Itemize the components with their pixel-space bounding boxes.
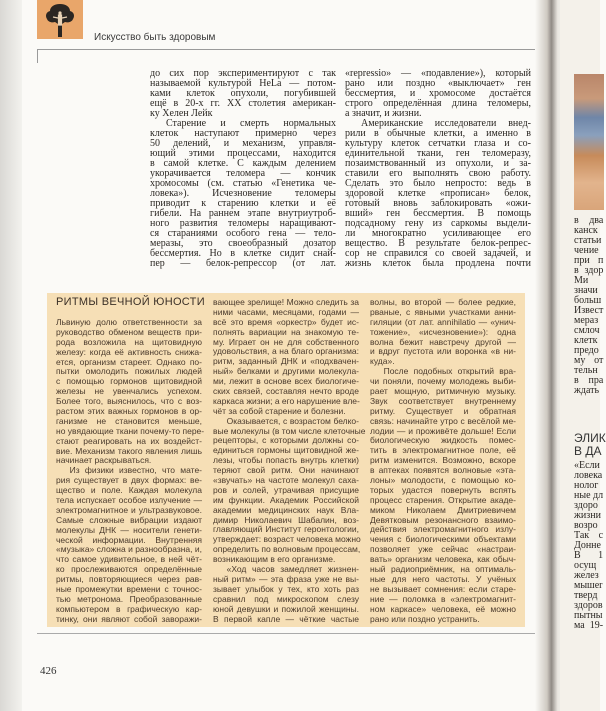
text-line: ющий этими процессами, находится xyxy=(150,148,336,159)
text-line: «Ход часов замедляет жизнен- xyxy=(226,564,359,575)
text-line: жизнь клеток была продлена почти xyxy=(345,258,531,269)
text-line: лезы, чтобы попасть внутрь клетки) xyxy=(213,455,359,466)
text-line: му. Играет он не для собственного xyxy=(213,336,359,347)
text-line: миком Николаем Дмитриевичем xyxy=(370,504,516,515)
text-line: рано или поздно устранить. xyxy=(370,613,480,624)
text-line: ми, лежит в основе всех биологиче- xyxy=(213,376,359,387)
text-line: пытки омолодить пожилых людей xyxy=(56,366,202,377)
text-line: биологическую жидкость помес- xyxy=(370,435,516,446)
text-line: вать» организм человека, как обыч- xyxy=(370,554,516,565)
text-line: удовольствия, а на благо организма: xyxy=(213,346,359,357)
text-line: полнять вариации на знакомую те- xyxy=(213,326,359,337)
text-line: волны, во второй — более редкие, xyxy=(370,297,516,307)
text-line: лоны» молодости, с помощью ко- xyxy=(370,475,516,486)
text-line: куда». xyxy=(370,356,395,367)
text-line: ганизме не становится меньше, xyxy=(56,415,202,426)
text-line: сор не справился со своей задачей, и xyxy=(345,248,531,259)
box-column-2 xyxy=(213,297,366,624)
text-line: пытны xyxy=(574,610,603,621)
text-line: желез xyxy=(574,570,599,581)
text-line: Извест xyxy=(574,305,604,316)
text-line: возникающим в его организме. xyxy=(213,554,336,565)
text-line: ритму. Существует и обратная xyxy=(370,405,516,416)
text-line: начинает раскрываться. xyxy=(56,455,152,466)
text-line: Оказывается, с возрастом белко- xyxy=(226,415,359,426)
text-line: что самое удивительное, в ней чёт- xyxy=(56,554,202,565)
text-line: клетк xyxy=(574,335,598,346)
text-line: ние — поломка в «электромагнит- xyxy=(370,593,516,604)
text-line: ли многократно усиливающее его xyxy=(345,228,531,239)
text-line: ров и солей, утрачивая присущие xyxy=(213,484,359,495)
text-line: рили в обычные клетки, а именно в xyxy=(345,128,531,139)
text-line: тверд xyxy=(574,590,598,601)
text-line: железу: когда её активность снижа- xyxy=(56,346,202,357)
text-line: чёт за собой старение и болезни. xyxy=(213,405,346,416)
main-column-2 xyxy=(345,69,531,269)
text-line: «музыка» сложна и разнообразна, и, xyxy=(56,544,202,555)
text-line: предо xyxy=(574,345,599,356)
text-line: ческой информации. Внутренняя xyxy=(56,534,202,545)
text-line: Самые сложные вибрации издают xyxy=(56,514,202,525)
text-line: Донне xyxy=(574,540,601,551)
text-line: Ми xyxy=(574,275,589,286)
text-line: ку Хелен Лейк xyxy=(150,108,213,119)
text-line: ждать xyxy=(574,385,600,396)
text-line: ные дл xyxy=(574,490,604,501)
text-line: ловека»). Исчезновение теломеры xyxy=(150,188,336,199)
text-line: растом этих важных гормонов в ор- xyxy=(56,406,202,417)
text-line: В 1 xyxy=(574,550,604,561)
text-line: утверждает: возраст человека можно xyxy=(213,534,361,545)
text-line: возро xyxy=(574,520,598,531)
text-line: Сделать это было непросто: ведь в xyxy=(345,178,531,189)
text-line: строго определённая длина теломеры, xyxy=(345,98,531,109)
text-line: ритм изменится. Возможно, вскоре xyxy=(370,455,516,466)
illustration xyxy=(574,74,604,210)
text-line: тела испускает особое излучение — xyxy=(56,495,202,506)
text-line: больш xyxy=(574,295,602,306)
text-line: ещё в 20-х гг. XX столетия американ- xyxy=(150,98,336,109)
text-line: каркаса жизни; а его нарушение вле- xyxy=(213,395,360,406)
text-line: мышеr xyxy=(574,580,603,591)
text-line: рецепторы, с которыми должны со- xyxy=(213,435,359,446)
text-line: щество и поле. Каждая молекула xyxy=(56,485,202,496)
text-line: молекулы ДНК — носители генети- xyxy=(56,524,202,535)
text-line: ма 19- xyxy=(574,620,604,631)
text-line: рает мощную, ритмичную музыку. xyxy=(370,386,516,397)
section-title: Искусство быть здоровым xyxy=(94,32,216,43)
text-line: В первой капле — чёткие частые xyxy=(213,613,359,624)
text-line: единиться гормоны щитовидной же- xyxy=(213,445,359,456)
text-line: волна бежит навстречу другой — xyxy=(370,336,516,347)
text-line: им функции. Академик Российской xyxy=(213,494,359,505)
text-line: гибели. На раннем этапе внутриутроб- xyxy=(150,208,336,219)
text-line: руководство обменом веществ при- xyxy=(56,326,202,337)
text-line: позаимствованный из опухоли, и за- xyxy=(345,158,531,169)
text-line: называемой культурой HeLa — потом- xyxy=(150,78,336,89)
text-line: смлоч xyxy=(574,325,600,336)
text-line: Более того, выяснилось, что с воз- xyxy=(56,396,202,407)
text-line: ставили его выполнять свою работу. xyxy=(345,168,531,179)
header-rule xyxy=(37,49,537,50)
text-line: Так с xyxy=(574,530,604,541)
text-line: позволяет уже сейчас «настраи- xyxy=(370,544,516,555)
text-line: в самой клетке. С каждым делением xyxy=(150,158,336,169)
tree-man-icon xyxy=(37,0,83,39)
text-line: в аптеках появятся волновые «эта- xyxy=(370,465,516,476)
text-line: единительной ткани, ген теломеразу, xyxy=(345,148,531,159)
text-line: здоровой клетке «прописан» белок, xyxy=(345,188,531,199)
right-page-text-top xyxy=(574,216,603,396)
text-line: процесс старения. Открытие акаде- xyxy=(370,494,516,505)
header-rule-tick xyxy=(37,49,38,63)
text-line: чения с биологическими объектами xyxy=(370,534,516,545)
text-line: ется, организм стареет. Однако по- xyxy=(56,356,202,367)
text-line: Из физики известно, что мате- xyxy=(69,465,202,476)
text-line: ловека xyxy=(574,470,603,481)
text-line: в здор xyxy=(574,265,604,276)
text-line: тью метронома. Преобразованные xyxy=(56,593,202,604)
text-line: всё это время «оркестр» будет ис- xyxy=(213,316,359,327)
text-line: чи поняли, почему молодежь выби- xyxy=(370,376,516,387)
text-line: рода возложила на щитовидную xyxy=(56,336,202,347)
text-line: ЭЛИК xyxy=(574,431,606,445)
text-line: железы не увенчались успехом. xyxy=(56,386,202,397)
text-line: лодии — и проживёте дольше! Если xyxy=(370,425,516,436)
main-column-1 xyxy=(150,69,336,269)
text-line: ко прослеживаются определённые xyxy=(56,564,202,575)
text-line: приводит к старению клетки и её xyxy=(150,198,336,209)
sidebar-box-title: РИТМЫ ВЕЧНОЙ ЮНОСТИ xyxy=(56,296,205,308)
text-line: тожение», «исчезновение»): одна xyxy=(370,326,516,337)
text-line: с помощью гормонов щитовидной xyxy=(56,376,202,387)
text-line: ный» белками и другими молекула- xyxy=(213,366,359,377)
text-line: пер — белок-репрессор (от лат. xyxy=(150,258,336,269)
text-line: и вдруг пустота или воронка «в ни- xyxy=(370,346,516,357)
text-line: После подобных открытий вра- xyxy=(383,366,516,377)
right-page xyxy=(560,0,606,711)
text-line: электромагнитное и ультразвуковое. xyxy=(56,504,202,515)
text-line: ских связей, составляя нечто вроде xyxy=(213,386,359,397)
text-line: тинку, они являют собой заворажи- xyxy=(56,613,202,624)
text-line: вещество. В результате белок-репрес- xyxy=(345,238,531,249)
text-line: торых удастся повернуть вспять xyxy=(370,484,516,495)
text-line: канск xyxy=(574,225,598,236)
text-line: а значит, и жизни. xyxy=(345,108,422,119)
text-line: ними часами, месяцами, годами — xyxy=(213,306,359,317)
right-page-text-bottom xyxy=(574,461,603,631)
text-line: вие. Механизм такого явления лишь xyxy=(56,445,202,456)
text-line: В ДА xyxy=(574,444,602,458)
text-line: осущ xyxy=(574,560,597,571)
text-line: значи xyxy=(574,285,598,296)
text-line: вающее зрелище! Можно следить за xyxy=(213,297,359,307)
text-line: ками клеток опухоли, погубившей xyxy=(150,88,336,99)
text-line: готовый вновь заблокировать «ожи- xyxy=(345,198,531,209)
text-line: димир Николаевич Шабалин, воз- xyxy=(213,514,359,525)
text-line: нолог xyxy=(574,480,599,491)
text-line: 50 делений, и механизм, управля- xyxy=(150,138,336,149)
text-line: ся стараниями особого гена — тело- xyxy=(150,228,336,239)
text-line: зывает улыбок у тех, кто хоть раз xyxy=(213,583,359,594)
text-line: академии медицинских наук Вла- xyxy=(213,504,359,515)
text-line: вые молекулы (в том числе клеточные xyxy=(213,425,366,436)
text-line: но увядающие ткани почему-то пере- xyxy=(56,425,205,436)
text-line: ном каркасе» человека, её можно xyxy=(370,603,516,614)
text-line: тельн xyxy=(574,365,598,376)
box-column-3 xyxy=(370,298,516,624)
text-line: «Если xyxy=(574,460,600,471)
text-line: ные промежутки времени с точнос- xyxy=(56,584,202,595)
page-edge xyxy=(0,0,22,711)
text-line: в два xyxy=(574,215,604,226)
text-line: Львиную долю ответственности за xyxy=(56,317,202,327)
text-line: Старение и смерть нормальных xyxy=(166,118,336,129)
text-line: чение xyxy=(574,245,599,256)
text-line: тить в электромагнитное поле, её xyxy=(370,445,516,456)
text-line: действия электромагнитного излу- xyxy=(370,524,516,535)
text-line: определить по волновым процессам, xyxy=(213,544,361,555)
text-line: гиляции (от лат. annihilatio — «унич- xyxy=(370,316,516,327)
text-line: юной девушки и пожилой женщины. xyxy=(213,603,359,614)
text-line: хромосомы (см. статью «Генетика че- xyxy=(150,178,336,189)
text-line: ный радиоприёмник, на оптималь- xyxy=(370,564,516,575)
text-line: «звучать» на частоте молекул саха- xyxy=(213,475,359,486)
text-line: подсадному гену из саркомы выдели- xyxy=(345,218,531,229)
text-line: ные для него частоты. У учёных xyxy=(370,573,516,584)
text-line: культуру клеток сетчатки глаза и со- xyxy=(345,138,531,149)
text-line: жизни xyxy=(574,510,601,521)
text-line: стают реагировать на их воздейст- xyxy=(56,435,202,446)
text-line: ный ритм» — эта фраза уже не вы- xyxy=(213,573,359,584)
text-line: теряют свой ритм. Они начинают xyxy=(213,465,359,476)
text-line: статьи xyxy=(574,235,602,246)
text-line: связь: начинайте утро с весёлой ме- xyxy=(370,415,516,426)
text-line: сравнил под микроскопом слезу xyxy=(213,593,359,604)
text-line: бессмертия. Но в клетке сидит снай- xyxy=(150,248,336,259)
text-line: рано или поздно «выключает» ген xyxy=(345,78,531,89)
page-number: 426 xyxy=(40,665,57,677)
footer-rule xyxy=(37,633,537,634)
text-line: не вызывает сомнения: если старе- xyxy=(370,583,516,594)
text-line: мераз xyxy=(574,315,599,326)
text-line: рия существует в двух формах: ве- xyxy=(56,475,202,486)
text-line: здоро xyxy=(574,500,598,511)
text-line: здоров xyxy=(574,600,603,611)
text-line: ритмы, повторяющиеся через рав- xyxy=(56,574,202,585)
text-line: при п xyxy=(574,255,604,266)
text-line: бессмертия, и хромосоме достаётся xyxy=(345,88,531,99)
text-line: ритм, заданный ДНК и «подхвачен- xyxy=(213,356,359,367)
text-line: клеток наступают примерно через xyxy=(150,128,336,139)
text-line: Девятковым резонансного взаимо- xyxy=(370,514,516,525)
text-line: рваные, с явными участками анни- xyxy=(370,306,516,317)
text-line: в пра xyxy=(574,375,604,386)
text-line: компьютером в графическую кар- xyxy=(56,603,202,614)
text-line: меразы, это своеобразный дозатор xyxy=(150,238,336,249)
right-page-heading xyxy=(574,432,606,458)
text-line: до сих пор экспериментируют с так xyxy=(150,68,336,79)
text-line: Звук соответствует внутреннему xyxy=(370,395,516,406)
text-line: главляющий Институт геронтологии, xyxy=(213,524,359,535)
text-line: Американские исследователи внед- xyxy=(361,118,531,129)
text-line: укорачивается теломера — кончик xyxy=(150,168,336,179)
text-line: вший» ген бессмертия. В помощь xyxy=(345,208,531,219)
text-line: му от xyxy=(574,355,604,366)
text-line: ного развития теломеры наращивают- xyxy=(150,218,336,229)
box-column-1 xyxy=(56,317,205,625)
text-line: «repressio» — «подавление»), который xyxy=(345,68,531,79)
